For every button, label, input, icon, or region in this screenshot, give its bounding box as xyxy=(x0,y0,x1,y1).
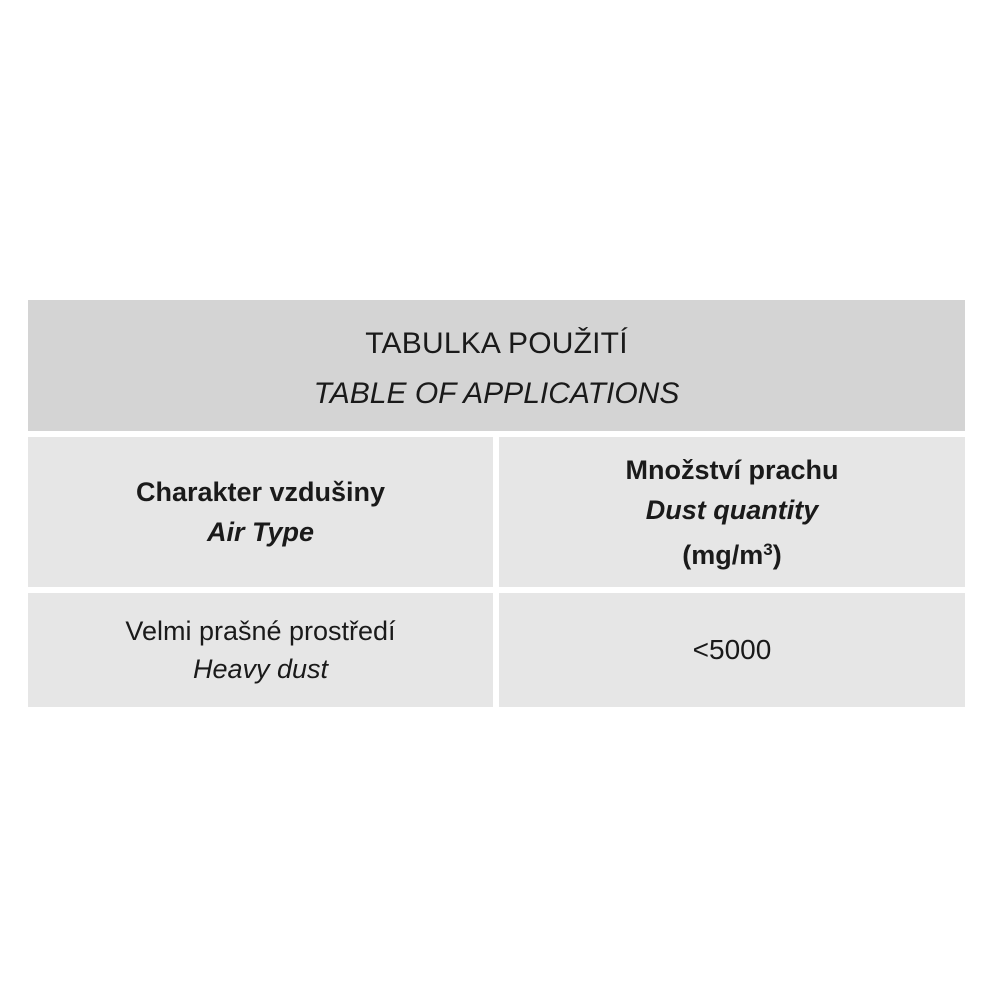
table-title-cz: TABULKA POUŽITÍ xyxy=(365,326,628,360)
header-cell-air-type xyxy=(28,437,493,587)
cell-air-type xyxy=(28,593,493,707)
header-dust-quantity-unit xyxy=(499,530,965,575)
unit-prefix: (mg/m xyxy=(682,539,764,570)
header-dust-quantity-cz: Množství prachu xyxy=(625,454,839,485)
header-dust-quantity-en: Dust quantity xyxy=(645,494,819,525)
unit-suffix: ) xyxy=(772,539,782,570)
header-air-type-cz: Charakter vzdušiny xyxy=(135,477,386,507)
applications-table xyxy=(28,300,965,707)
dust-quantity-value: <5000 xyxy=(692,634,772,665)
unit-superscript: 3 xyxy=(763,539,773,559)
table-header-row xyxy=(28,437,965,587)
header-air-type-en: Air Type xyxy=(206,517,315,547)
air-type-en: Heavy dust xyxy=(192,654,329,684)
table-row xyxy=(28,593,965,707)
air-type-cz: Velmi prašné prostředí xyxy=(125,616,396,646)
table-title xyxy=(28,300,965,431)
header-cell-dust-quantity xyxy=(499,437,965,587)
table-title-en: TABLE OF APPLICATIONS xyxy=(313,376,680,410)
cell-dust-quantity xyxy=(499,593,965,707)
